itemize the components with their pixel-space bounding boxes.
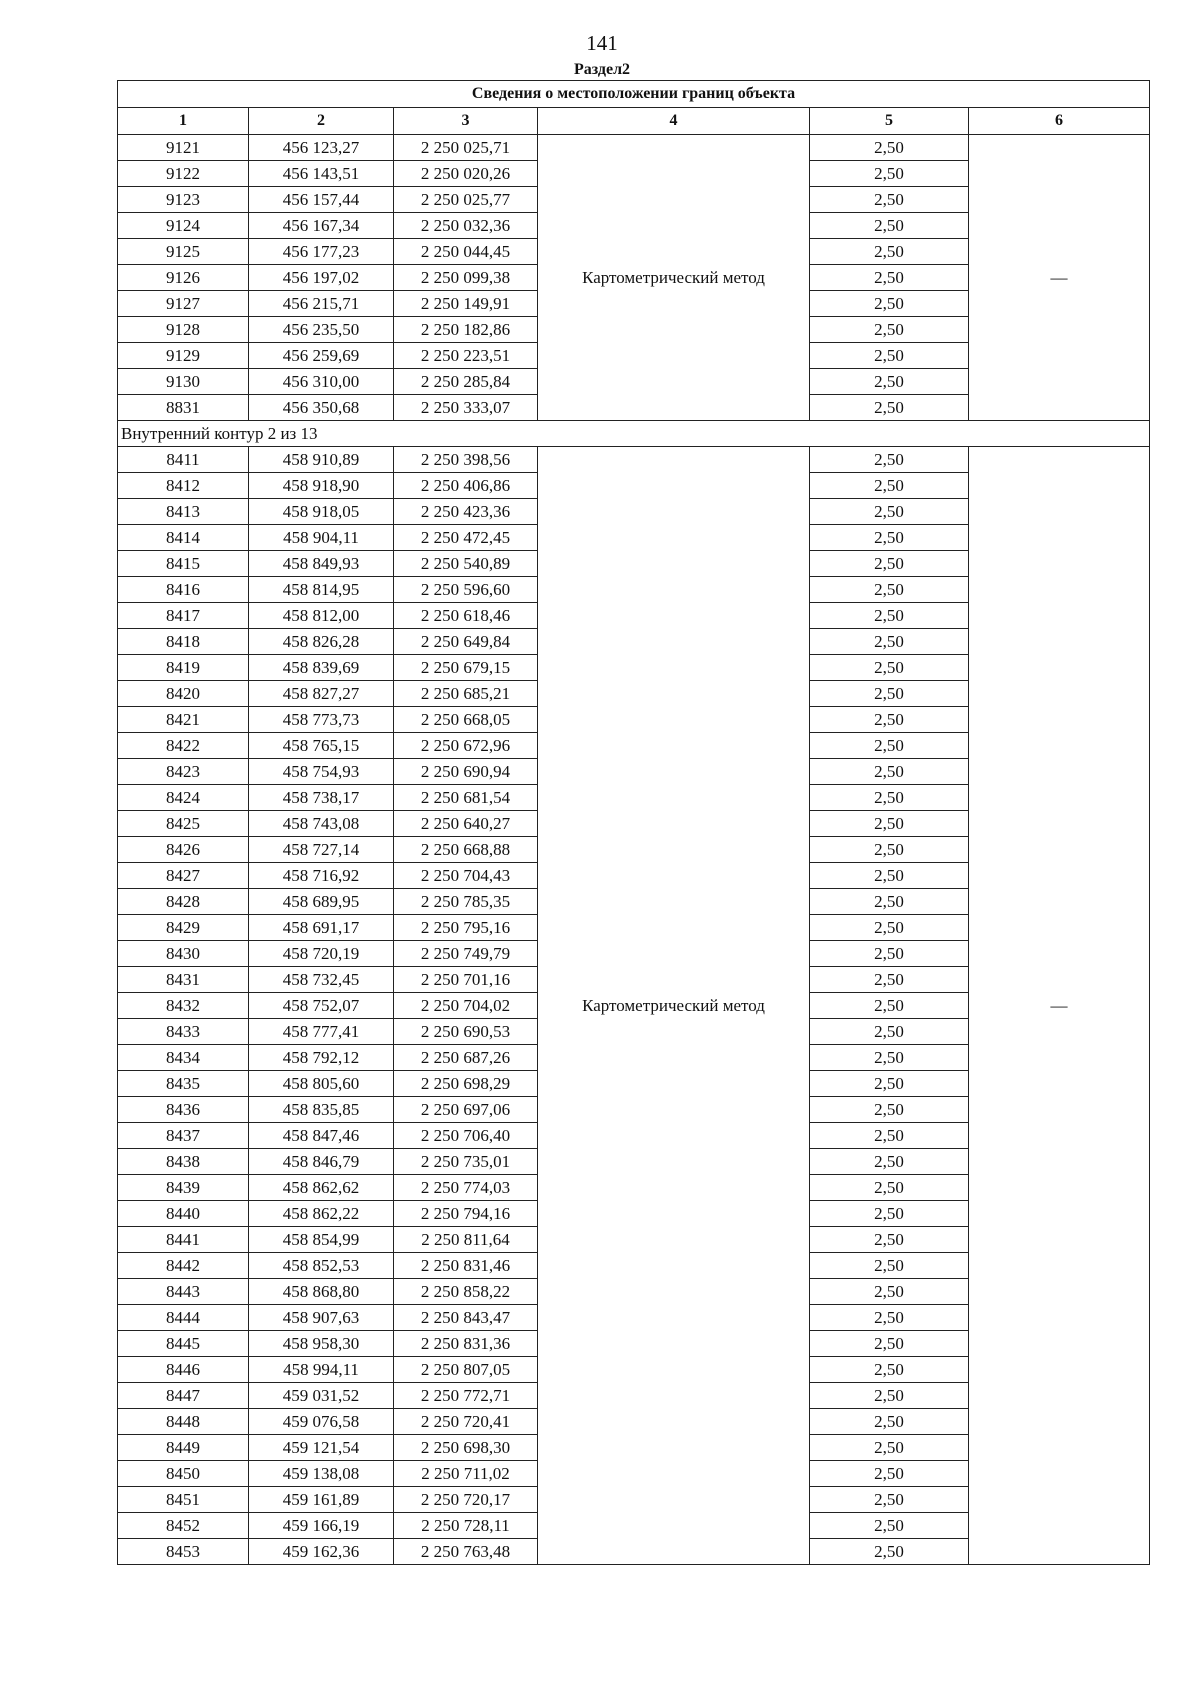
accuracy-cell: 2,50 [810,889,969,915]
x-coordinate-cell: 458 738,17 [249,785,394,811]
accuracy-cell: 2,50 [810,1279,969,1305]
y-coordinate-cell: 2 250 618,46 [394,603,538,629]
point-number-cell: 8441 [118,1227,249,1253]
x-coordinate-cell: 458 835,85 [249,1097,394,1123]
y-coordinate-cell: 2 250 032,36 [394,213,538,239]
y-coordinate-cell: 2 250 704,43 [394,863,538,889]
y-coordinate-cell: 2 250 685,21 [394,681,538,707]
y-coordinate-cell: 2 250 406,86 [394,473,538,499]
x-coordinate-cell: 459 121,54 [249,1435,394,1461]
x-coordinate-cell: 458 847,46 [249,1123,394,1149]
description-cell: — [969,135,1150,421]
table-title: Сведения о местоположении границ объекта [118,81,1150,108]
accuracy-cell: 2,50 [810,525,969,551]
point-number-cell: 8452 [118,1513,249,1539]
point-number-cell: 8423 [118,759,249,785]
y-coordinate-cell: 2 250 831,46 [394,1253,538,1279]
accuracy-cell: 2,50 [810,551,969,577]
y-coordinate-cell: 2 250 690,53 [394,1019,538,1045]
accuracy-cell: 2,50 [810,265,969,291]
y-coordinate-cell: 2 250 831,36 [394,1331,538,1357]
y-coordinate-cell: 2 250 044,45 [394,239,538,265]
y-coordinate-cell: 2 250 398,56 [394,447,538,473]
y-coordinate-cell: 2 250 720,17 [394,1487,538,1513]
point-number-cell: 8451 [118,1487,249,1513]
y-coordinate-cell: 2 250 540,89 [394,551,538,577]
y-coordinate-cell: 2 250 472,45 [394,525,538,551]
point-number-cell: 8831 [118,395,249,421]
y-coordinate-cell: 2 250 728,11 [394,1513,538,1539]
point-number-cell: 8424 [118,785,249,811]
y-coordinate-cell: 2 250 858,22 [394,1279,538,1305]
x-coordinate-cell: 456 310,00 [249,369,394,395]
x-coordinate-cell: 456 177,23 [249,239,394,265]
column-header: 2 [249,108,394,135]
accuracy-cell: 2,50 [810,447,969,473]
point-number-cell: 8425 [118,811,249,837]
x-coordinate-cell: 458 862,62 [249,1175,394,1201]
accuracy-cell: 2,50 [810,135,969,161]
y-coordinate-cell: 2 250 811,64 [394,1227,538,1253]
y-coordinate-cell: 2 250 704,02 [394,993,538,1019]
accuracy-cell: 2,50 [810,733,969,759]
point-number-cell: 8443 [118,1279,249,1305]
point-number-cell: 8435 [118,1071,249,1097]
x-coordinate-cell: 458 743,08 [249,811,394,837]
column-header: 3 [394,108,538,135]
point-number-cell: 8415 [118,551,249,577]
y-coordinate-cell: 2 250 672,96 [394,733,538,759]
x-coordinate-cell: 458 752,07 [249,993,394,1019]
point-number-cell: 8427 [118,863,249,889]
accuracy-cell: 2,50 [810,837,969,863]
y-coordinate-cell: 2 250 681,54 [394,785,538,811]
accuracy-cell: 2,50 [810,915,969,941]
point-number-cell: 8414 [118,525,249,551]
point-number-cell: 8417 [118,603,249,629]
point-number-cell: 8430 [118,941,249,967]
y-coordinate-cell: 2 250 423,36 [394,499,538,525]
x-coordinate-cell: 456 143,51 [249,161,394,187]
accuracy-cell: 2,50 [810,1539,969,1565]
y-coordinate-cell: 2 250 807,05 [394,1357,538,1383]
accuracy-cell: 2,50 [810,473,969,499]
x-coordinate-cell: 458 814,95 [249,577,394,603]
point-number-cell: 9125 [118,239,249,265]
x-coordinate-cell: 456 197,02 [249,265,394,291]
x-coordinate-cell: 459 076,58 [249,1409,394,1435]
y-coordinate-cell: 2 250 772,71 [394,1383,538,1409]
accuracy-cell: 2,50 [810,161,969,187]
y-coordinate-cell: 2 250 698,29 [394,1071,538,1097]
accuracy-cell: 2,50 [810,343,969,369]
y-coordinate-cell: 2 250 596,60 [394,577,538,603]
x-coordinate-cell: 458 918,90 [249,473,394,499]
y-coordinate-cell: 2 250 640,27 [394,811,538,837]
accuracy-cell: 2,50 [810,629,969,655]
point-number-cell: 8442 [118,1253,249,1279]
y-coordinate-cell: 2 250 182,86 [394,317,538,343]
x-coordinate-cell: 459 138,08 [249,1461,394,1487]
section-label: Раздел2 [573,61,631,78]
point-number-cell: 8444 [118,1305,249,1331]
point-number-cell: 8449 [118,1435,249,1461]
x-coordinate-cell: 456 123,27 [249,135,394,161]
x-coordinate-cell: 458 827,27 [249,681,394,707]
point-number-cell: 8413 [118,499,249,525]
point-number-cell: 8419 [118,655,249,681]
point-number-cell: 8431 [118,967,249,993]
y-coordinate-cell: 2 250 020,26 [394,161,538,187]
x-coordinate-cell: 458 862,22 [249,1201,394,1227]
point-number-cell: 9124 [118,213,249,239]
accuracy-cell: 2,50 [810,1513,969,1539]
y-coordinate-cell: 2 250 774,03 [394,1175,538,1201]
point-number-cell: 8418 [118,629,249,655]
accuracy-cell: 2,50 [810,187,969,213]
accuracy-cell: 2,50 [810,993,969,1019]
point-number-cell: 8422 [118,733,249,759]
accuracy-cell: 2,50 [810,1461,969,1487]
point-number-cell: 8434 [118,1045,249,1071]
accuracy-cell: 2,50 [810,785,969,811]
method-cell: Картометрический метод [538,447,810,1565]
x-coordinate-cell: 458 849,93 [249,551,394,577]
y-coordinate-cell: 2 250 025,71 [394,135,538,161]
accuracy-cell: 2,50 [810,759,969,785]
accuracy-cell: 2,50 [810,681,969,707]
x-coordinate-cell: 458 716,92 [249,863,394,889]
y-coordinate-cell: 2 250 720,41 [394,1409,538,1435]
accuracy-cell: 2,50 [810,577,969,603]
accuracy-cell: 2,50 [810,317,969,343]
description-cell: — [969,447,1150,1565]
contour-label-row [118,421,1150,447]
accuracy-cell: 2,50 [810,1253,969,1279]
accuracy-cell: 2,50 [810,369,969,395]
y-coordinate-cell: 2 250 285,84 [394,369,538,395]
y-coordinate-cell: 2 250 223,51 [394,343,538,369]
y-coordinate-cell: 2 250 763,48 [394,1539,538,1565]
accuracy-cell: 2,50 [810,1357,969,1383]
accuracy-cell: 2,50 [810,941,969,967]
point-number-cell: 8420 [118,681,249,707]
accuracy-cell: 2,50 [810,1123,969,1149]
column-header: 6 [969,108,1150,135]
point-number-cell: 8421 [118,707,249,733]
x-coordinate-cell: 459 162,36 [249,1539,394,1565]
point-number-cell: 9123 [118,187,249,213]
x-coordinate-cell: 458 904,11 [249,525,394,551]
point-number-cell: 9128 [118,317,249,343]
x-coordinate-cell: 458 846,79 [249,1149,394,1175]
y-coordinate-cell: 2 250 687,26 [394,1045,538,1071]
accuracy-cell: 2,50 [810,499,969,525]
point-number-cell: 8439 [118,1175,249,1201]
y-coordinate-cell: 2 250 701,16 [394,967,538,993]
table-title-row [118,81,1150,108]
table-row [118,447,1150,473]
accuracy-cell: 2,50 [810,1227,969,1253]
x-coordinate-cell: 458 826,28 [249,629,394,655]
point-number-cell: 8426 [118,837,249,863]
y-coordinate-cell: 2 250 333,07 [394,395,538,421]
point-number-cell: 8428 [118,889,249,915]
x-coordinate-cell: 458 910,89 [249,447,394,473]
y-coordinate-cell: 2 250 649,84 [394,629,538,655]
x-coordinate-cell: 458 765,15 [249,733,394,759]
accuracy-cell: 2,50 [810,811,969,837]
column-header: 5 [810,108,969,135]
point-number-cell: 8453 [118,1539,249,1565]
y-coordinate-cell: 2 250 149,91 [394,291,538,317]
point-number-cell: 8445 [118,1331,249,1357]
x-coordinate-cell: 458 773,73 [249,707,394,733]
point-number-cell: 8438 [118,1149,249,1175]
x-coordinate-cell: 458 805,60 [249,1071,394,1097]
accuracy-cell: 2,50 [810,1149,969,1175]
accuracy-cell: 2,50 [810,967,969,993]
point-number-cell: 8447 [118,1383,249,1409]
accuracy-cell: 2,50 [810,1383,969,1409]
accuracy-cell: 2,50 [810,707,969,733]
x-coordinate-cell: 458 812,00 [249,603,394,629]
accuracy-cell: 2,50 [810,239,969,265]
x-coordinate-cell: 458 754,93 [249,759,394,785]
y-coordinate-cell: 2 250 794,16 [394,1201,538,1227]
x-coordinate-cell: 459 166,19 [249,1513,394,1539]
boundary-table [117,80,1150,1565]
x-coordinate-cell: 458 918,05 [249,499,394,525]
point-number-cell: 8437 [118,1123,249,1149]
y-coordinate-cell: 2 250 749,79 [394,941,538,967]
point-number-cell: 8432 [118,993,249,1019]
accuracy-cell: 2,50 [810,291,969,317]
point-number-cell: 9127 [118,291,249,317]
accuracy-cell: 2,50 [810,213,969,239]
x-coordinate-cell: 458 868,80 [249,1279,394,1305]
column-header: 1 [118,108,249,135]
x-coordinate-cell: 458 732,45 [249,967,394,993]
point-number-cell: 8450 [118,1461,249,1487]
table-row [118,135,1150,161]
y-coordinate-cell: 2 250 698,30 [394,1435,538,1461]
accuracy-cell: 2,50 [810,863,969,889]
x-coordinate-cell: 458 727,14 [249,837,394,863]
y-coordinate-cell: 2 250 099,38 [394,265,538,291]
x-coordinate-cell: 458 720,19 [249,941,394,967]
accuracy-cell: 2,50 [810,1097,969,1123]
accuracy-cell: 2,50 [810,1331,969,1357]
accuracy-cell: 2,50 [810,1409,969,1435]
y-coordinate-cell: 2 250 785,35 [394,889,538,915]
accuracy-cell: 2,50 [810,395,969,421]
x-coordinate-cell: 456 350,68 [249,395,394,421]
point-number-cell: 9126 [118,265,249,291]
method-cell: Картометрический метод [538,135,810,421]
y-coordinate-cell: 2 250 706,40 [394,1123,538,1149]
page-number: 141 [586,31,618,55]
y-coordinate-cell: 2 250 843,47 [394,1305,538,1331]
x-coordinate-cell: 458 777,41 [249,1019,394,1045]
y-coordinate-cell: 2 250 795,16 [394,915,538,941]
column-header: 4 [538,108,810,135]
table-body [118,135,1150,1565]
accuracy-cell: 2,50 [810,1175,969,1201]
point-number-cell: 8416 [118,577,249,603]
point-number-cell: 8440 [118,1201,249,1227]
accuracy-cell: 2,50 [810,1071,969,1097]
y-coordinate-cell: 2 250 735,01 [394,1149,538,1175]
point-number-cell: 8429 [118,915,249,941]
accuracy-cell: 2,50 [810,1435,969,1461]
point-number-cell: 8433 [118,1019,249,1045]
point-number-cell: 8448 [118,1409,249,1435]
accuracy-cell: 2,50 [810,1201,969,1227]
accuracy-cell: 2,50 [810,1305,969,1331]
column-header-row [118,108,1150,135]
y-coordinate-cell: 2 250 697,06 [394,1097,538,1123]
x-coordinate-cell: 458 958,30 [249,1331,394,1357]
x-coordinate-cell: 458 839,69 [249,655,394,681]
x-coordinate-cell: 458 854,99 [249,1227,394,1253]
point-number-cell: 9130 [118,369,249,395]
accuracy-cell: 2,50 [810,1487,969,1513]
x-coordinate-cell: 456 215,71 [249,291,394,317]
point-number-cell: 8411 [118,447,249,473]
point-number-cell: 8446 [118,1357,249,1383]
x-coordinate-cell: 458 907,63 [249,1305,394,1331]
point-number-cell: 8412 [118,473,249,499]
y-coordinate-cell: 2 250 711,02 [394,1461,538,1487]
x-coordinate-cell: 458 691,17 [249,915,394,941]
x-coordinate-cell: 459 031,52 [249,1383,394,1409]
x-coordinate-cell: 456 259,69 [249,343,394,369]
x-coordinate-cell: 458 792,12 [249,1045,394,1071]
x-coordinate-cell: 456 235,50 [249,317,394,343]
y-coordinate-cell: 2 250 679,15 [394,655,538,681]
x-coordinate-cell: 458 994,11 [249,1357,394,1383]
point-number-cell: 9121 [118,135,249,161]
x-coordinate-cell: 458 689,95 [249,889,394,915]
x-coordinate-cell: 456 167,34 [249,213,394,239]
accuracy-cell: 2,50 [810,1045,969,1071]
point-number-cell: 9122 [118,161,249,187]
accuracy-cell: 2,50 [810,603,969,629]
y-coordinate-cell: 2 250 668,05 [394,707,538,733]
contour-label: Внутренний контур 2 из 13 [118,421,1150,447]
accuracy-cell: 2,50 [810,1019,969,1045]
x-coordinate-cell: 459 161,89 [249,1487,394,1513]
x-coordinate-cell: 458 852,53 [249,1253,394,1279]
y-coordinate-cell: 2 250 690,94 [394,759,538,785]
point-number-cell: 8436 [118,1097,249,1123]
point-number-cell: 9129 [118,343,249,369]
y-coordinate-cell: 2 250 668,88 [394,837,538,863]
accuracy-cell: 2,50 [810,655,969,681]
x-coordinate-cell: 456 157,44 [249,187,394,213]
y-coordinate-cell: 2 250 025,77 [394,187,538,213]
